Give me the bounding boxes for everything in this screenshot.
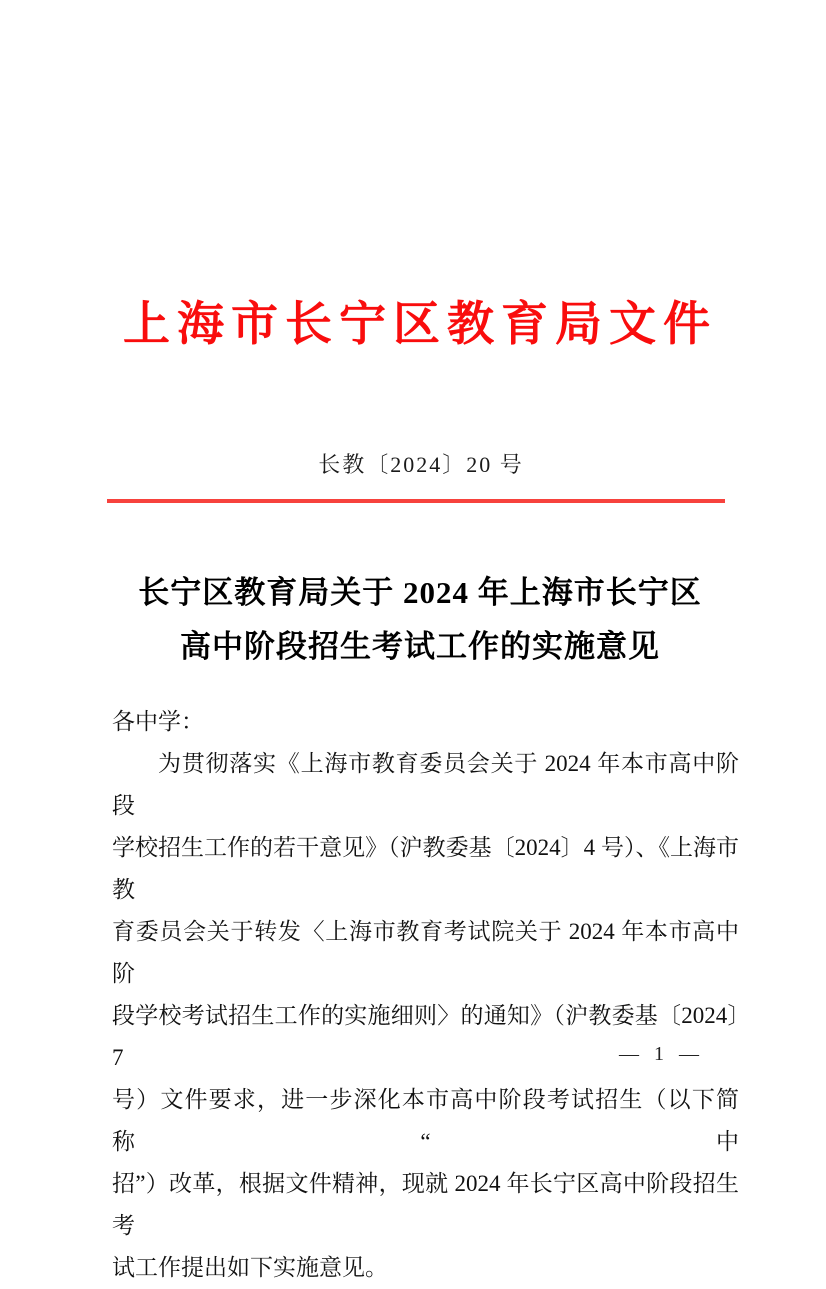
page-number: — 1 — bbox=[619, 1043, 704, 1065]
red-divider-rule bbox=[107, 499, 725, 503]
document-title-line-1: 长宁区教育局关于 2024 年上海市长宁区 bbox=[138, 575, 702, 610]
body-line: 段学校考试招生工作的实施细则〉的通知》（沪教委基〔2024〕7 bbox=[112, 1003, 739, 1070]
body-line: 招”）改革，根据文件精神，现就 2024 年长宁区高中阶段招生考 bbox=[112, 1171, 739, 1238]
document-title bbox=[0, 566, 826, 674]
document-header-title: 上海市长宁区教育局文件 bbox=[123, 299, 717, 351]
salutation: 各中学： bbox=[112, 709, 204, 734]
document-number: 长教〔2024〕20 号 bbox=[318, 452, 524, 477]
document-title-line-2: 高中阶段招生考试工作的实施意见 bbox=[180, 629, 660, 664]
body-line: 试工作提出如下实施意见。 bbox=[112, 1255, 388, 1280]
body-line: 为贯彻落实《上海市教育委员会关于 2024 年本市高中阶段 bbox=[112, 751, 739, 818]
body-line: 育委员会关于转发〈上海市教育考试院关于 2024 年本市高中阶 bbox=[112, 919, 739, 986]
body-line: 学校招生工作的若干意见》（沪教委基〔2024〕4 号）、《上海市教 bbox=[112, 835, 739, 902]
body-line: 号）文件要求，进一步深化本市高中阶段考试招生（以下简称“中 bbox=[112, 1087, 739, 1154]
document-body bbox=[112, 701, 739, 1289]
